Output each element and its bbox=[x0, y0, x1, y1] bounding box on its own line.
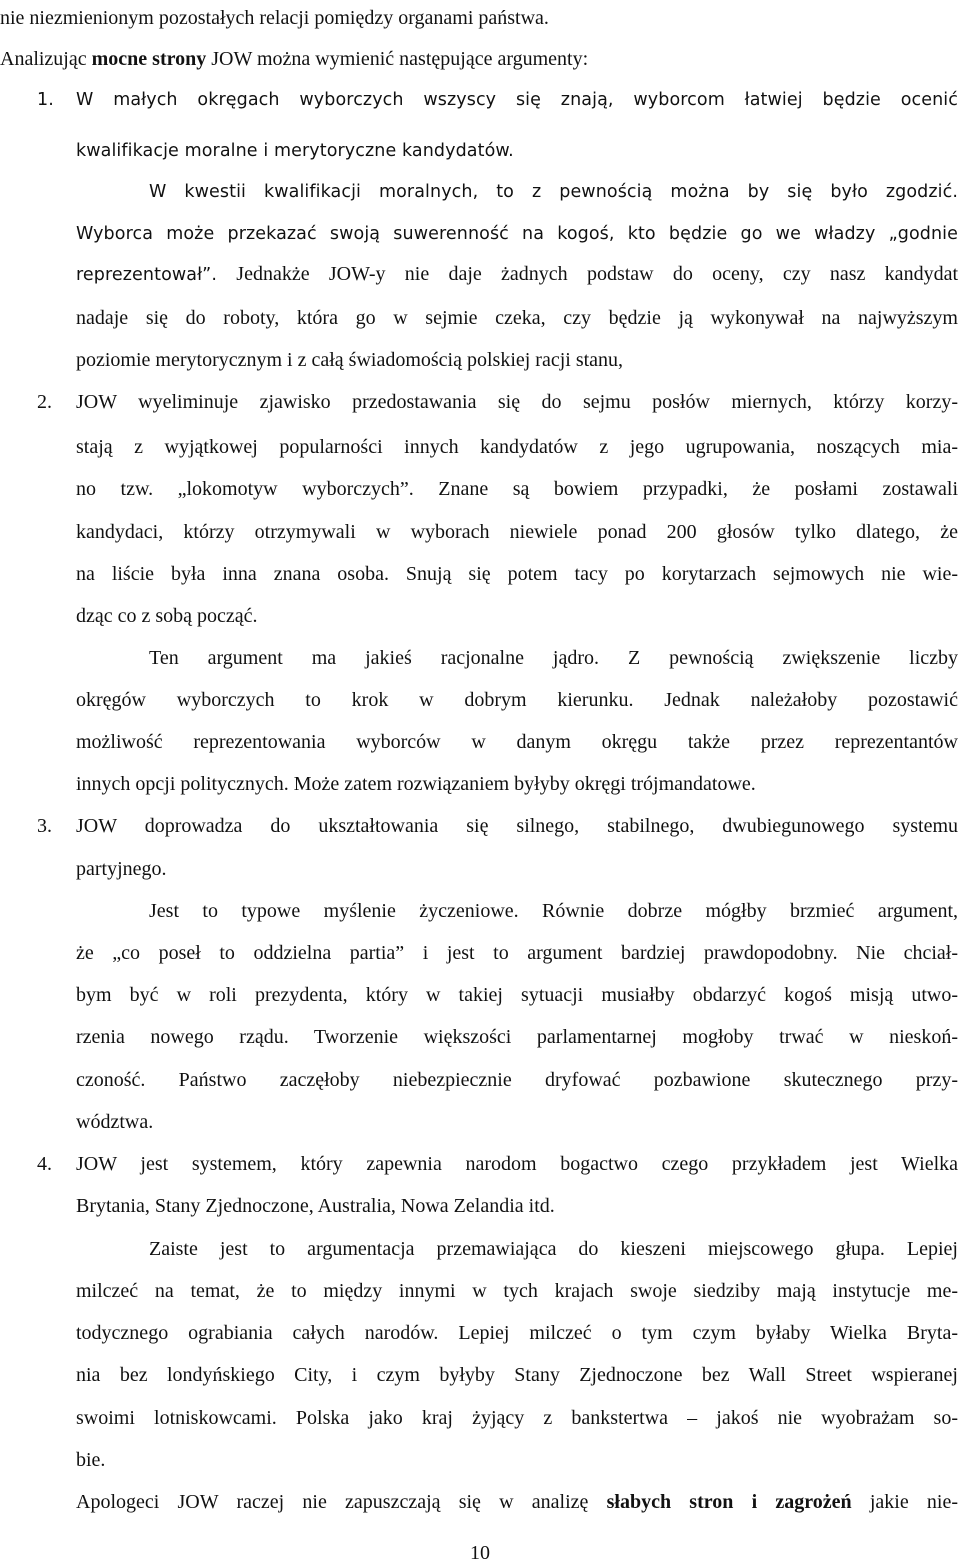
text-line: wództwa. bbox=[76, 1111, 154, 1133]
text-run: reprezentował”. bbox=[76, 265, 218, 285]
list-number: 4. bbox=[37, 1153, 52, 1175]
text-line: rzenia nowego rządu. Tworzenie większości parlamentarnej mogłoby trwać w nieskoń- bbox=[76, 1026, 958, 1048]
text-run: Apologeci JOW raczej nie zapuszczają się w analizę bbox=[76, 1491, 607, 1513]
list-number: 3. bbox=[37, 815, 52, 837]
text-line: kandydaci, którzy otrzymywali w wyborach niewiele ponad 200 głosów tylko dlatego, że bbox=[76, 521, 958, 543]
text-line: no tzw. „lokomotyw wyborczych”. Znane są bowiem przypadki, że posłami zostawali bbox=[76, 478, 958, 500]
text-line: możliwość reprezentowania wyborców w danym okręgu także przez reprezentantów bbox=[76, 731, 958, 753]
text-line: stają z wyjątkowej popularności innych kandydatów z jego ugrupowania, noszących mia- bbox=[76, 436, 958, 458]
text-line: na liście była inna znana osoba. Snują się potem tacy po korytarzach sejmowych nie wie- bbox=[76, 563, 958, 585]
text-line: że „co poseł to oddzielna partia” i jest to argument bardziej prawdopodobny. Nie chciał- bbox=[76, 942, 958, 964]
text-line: nia bez londyńskiego City, i czym byłyby Stany Zjednoczone bez Wall Street wspieranej bbox=[76, 1364, 958, 1386]
text-line: innych opcji politycznych. Może zatem rozwiązaniem byłyby okręgi trójmandatowe. bbox=[76, 773, 756, 795]
text-line: W kwestii kwalifikacji moralnych, to z pewnością można by się było zgodzić. bbox=[149, 182, 958, 202]
text-line: bym być w roli prezydenta, który w takiej sytuacji musiałby obdarzyć kogoś misją utwo- bbox=[76, 984, 958, 1006]
text-run: Analizując bbox=[0, 48, 92, 70]
text-line: Zaiste jest to argumentacja przemawiająca do kieszeni miejscowego głupa. Lepiej bbox=[149, 1238, 958, 1260]
text-run: Jednakże JOW-y nie daje żadnych podstaw do oceny, czy nasz kandydat bbox=[217, 263, 958, 285]
text-line: dząc co z sobą począć. bbox=[76, 605, 258, 627]
bold-phrase: mocne strony bbox=[91, 48, 207, 70]
list-number: 2. bbox=[37, 391, 52, 413]
text-line: JOW jest systemem, który zapewnia narodom bogactwo czego przykładem jest Wielka bbox=[76, 1153, 958, 1175]
text-line: nadaje się do roboty, która go w sejmie czeka, czy będzie ją wykonywał na najwyższym bbox=[76, 307, 958, 329]
text-line: kwalifikacje moralne i merytoryczne kandydatów. bbox=[76, 141, 514, 161]
text-line: Ten argument ma jakieś racjonalne jądro. Z pewnością zwiększenie liczby bbox=[149, 647, 958, 669]
text-line bbox=[76, 262, 958, 287]
text-line: nie niezmienionym pozostałych relacji pomiędzy organami państwa. bbox=[0, 7, 549, 29]
text-line: bie. bbox=[76, 1449, 106, 1471]
text-line: okręgów wyborczych to krok w dobrym kierunku. Jednak należałoby pozostawić bbox=[76, 689, 958, 711]
text-line: Wyborca może przekazać swoją suwerenność na kogoś, kto będzie go we władzy „godnie bbox=[76, 224, 958, 244]
text-line bbox=[0, 47, 958, 71]
text-line: milczeć na temat, że to między innymi w tych krajach swoje siedziby mają instytucje me- bbox=[76, 1280, 958, 1302]
text-line: poziomie merytorycznym i z całą świadomością polskiej racji stanu, bbox=[76, 349, 624, 371]
text-run: JOW można wymienić następujące argumenty: bbox=[206, 48, 589, 70]
text-line: partyjnego. bbox=[76, 858, 167, 880]
text-run: jakie nie- bbox=[851, 1491, 958, 1513]
text-line: todycznego ograbiania całych narodów. Lepiej milczeć o tym czym byłaby Wielka Bryta- bbox=[76, 1322, 958, 1344]
list-number: 1. bbox=[37, 90, 54, 110]
text-line: swoimi lotniskowcami. Polska jako kraj żyjący z bankstertwa – jakoś nie wyobrażam so- bbox=[76, 1407, 958, 1429]
text-line: Brytania, Stany Zjednoczone, Australia, Nowa Zelandia itd. bbox=[76, 1195, 555, 1217]
page-number: 10 bbox=[470, 1542, 490, 1564]
text-line: W małych okręgach wyborczych wszyscy się znają, wyborcom łatwiej będzie ocenić bbox=[76, 90, 958, 110]
text-line: czoność. Państwo zaczęłoby niebezpiecznie dryfować pozbawione skutecznego przy- bbox=[76, 1069, 958, 1091]
text-line: JOW wyeliminuje zjawisko przedostawania się do sejmu posłów miernych, którzy korzy- bbox=[76, 391, 958, 413]
text-line: JOW doprowadza do ukształtowania się silnego, stabilnego, dwubiegunowego systemu bbox=[76, 815, 958, 837]
text-line bbox=[76, 1490, 958, 1514]
bold-phrase: słabych stron i zagrożeń bbox=[606, 1491, 852, 1513]
text-line: Jest to typowe myślenie życzeniowe. Równie dobrze mógłby brzmieć argument, bbox=[149, 900, 958, 922]
